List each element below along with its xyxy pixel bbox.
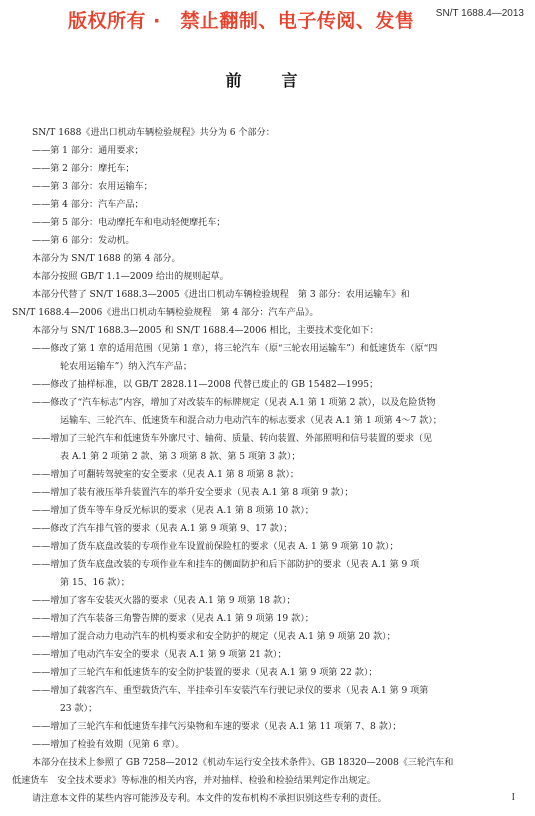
paragraph-line: 第 15、16 款）； xyxy=(60,578,130,588)
paragraph-line: ——第 2 部分：摩托车； xyxy=(32,164,135,174)
paragraph-line: 低速货车 安全技术要求》等标准的相关内容，并对抽样、检验和检验结果判定作出规定。 xyxy=(12,776,376,786)
paragraph-line: ——增加了汽车装备三角警告牌的要求（见表 A.1 第 9 项第 19 款）； xyxy=(32,614,314,624)
paragraph-line: 表 A.1 第 2 项第 2 款、第 3 项第 8 款、第 5 项第 3 款）； xyxy=(60,452,301,462)
paragraph-line: 请注意本文件的某些内容可能涉及专利。本文件的发布机构不承担识别这些专利的责任。 xyxy=(32,794,387,804)
paragraph-line: ——增加了货车等车身反光标识的要求（见表 A.1 第 8 项第 10 款）； xyxy=(32,506,314,516)
paragraph-line: 本部分在技术上参照了 GB 7258—2012《机动车运行安全技术条件》、GB 18320—2008《三轮汽车和 xyxy=(32,758,454,768)
paragraph-line: ——增加了载客汽车、重型载货汽车、半挂牵引车安装汽车行驶记录仪的要求（见表 A.1 第 9 项第 xyxy=(32,686,429,696)
paragraph-line: 本部分按照 GB/T 1.1—2009 给出的规则起草。 xyxy=(32,272,229,282)
paragraph-line: ——修改了汽车排气管的要求（见表 A.1 第 9 项第 9、17 款）； xyxy=(32,524,293,534)
paragraph-line: ——增加了可翻转驾驶室的安全要求（见表 A.1 第 8 项第 8 款）； xyxy=(32,470,299,480)
paragraph-line: 运输车、三轮汽车、低速货车和混合动力电动汽车的标志要求（见表 A.1 第 1 项第 4～7 款）； xyxy=(60,416,442,426)
paragraph-line: ——增加了检验有效期（见第 6 章）。 xyxy=(32,740,185,750)
paragraph-line: ——第 3 部分：农用运输车； xyxy=(32,182,153,192)
paragraph-line: SN/T 1688.4—2006《进出口机动车辆检验规程 第 4 部分：汽车产品》。 xyxy=(12,308,319,318)
paragraph-line: ——修改了第 1 章的适用范围（见第 1 章），将三轮汽车（原“三轮农用运输车”）和低速货车（原“四 xyxy=(32,344,438,354)
paragraph-line: ——增加了三轮汽车和低速货车外廓尺寸、轴荷、质量、转向装置、外部照明和信号装置的要求（见 xyxy=(32,434,433,444)
paragraph-line: ——增加了货车底盘改装的专项作业车和挂车的侧面防护和后下部防护的要求（见表 A.1 第 9 项 xyxy=(32,560,420,570)
paragraph-line: 轮农用运输车”）纳入汽车产品； xyxy=(60,362,192,372)
paragraph-line: ——修改了抽样标准，以 GB/T 2828.11—2008 代替已废止的 GB 15482—1995； xyxy=(32,380,379,390)
paragraph-line: ——第 1 部分：通用要求； xyxy=(32,146,144,156)
foreword-body xyxy=(12,124,526,808)
paragraph-line: ——增加了货车底盘改装的专项作业车设置前保险杠的要求（见表 A. 1 第 9 项第 10 款）； xyxy=(32,542,399,552)
copyright-watermark: 版权所有 · 禁止翻制、电子传阅、发售 xyxy=(68,10,415,32)
paragraph-line: ——增加了装有液压举升装置汽车的举升安全要求（见表 A.1 第 8 项第 9 款）； xyxy=(32,488,354,498)
page-number: I xyxy=(511,792,515,803)
paragraph-line: 本部分为 SN/T 1688 的第 4 部分。 xyxy=(32,254,181,264)
page-title: 前 言 xyxy=(225,71,310,90)
paragraph-line: ——增加了客车安装灭火器的要求（见表 A.1 第 9 项第 18 款）； xyxy=(32,596,296,606)
paragraph-line: ——第 6 部分：发动机。 xyxy=(32,236,135,246)
paragraph-line: ——增加了电动汽车安全的要求（见表 A.1 第 9 项第 21 款）； xyxy=(32,650,287,660)
paragraph-line: ——增加了三轮汽车和低速货车排气污染物和车速的要求（见表 A.1 第 11 项第 7、8 款）； xyxy=(32,722,402,732)
paragraph-line: SN/T 1688《进出口机动车辆检验规程》共分为 6 个部分： xyxy=(32,128,275,138)
paragraph-line: ——增加了三轮汽车和低速货车的安全防护装置的要求（见表 A.1 第 9 项第 22 款）； xyxy=(32,668,378,678)
paragraph-line: ——第 5 部分：电动摩托车和电动轻便摩托车； xyxy=(32,218,226,228)
paragraph-line: ——第 4 部分：汽车产品； xyxy=(32,200,144,210)
document-id: SN/T 1688.4—2013 xyxy=(435,8,524,19)
paragraph-line: 23 款）； xyxy=(60,704,98,714)
paragraph-line: ——增加了混合动力电动汽车的机构要求和安全防护的规定（见表 A.1 第 9 项第 20 款）； xyxy=(32,632,396,642)
paragraph-line: ——修改了“汽车标志”内容，增加了对改装车的标牌规定（见表 A.1 第 1 项第 2 款），以及危险货物 xyxy=(32,398,436,408)
paragraph-line: 本部分代替了 SN/T 1688.3—2005《进出口机动车辆检验规程 第 3 部分：农用运输车》和 xyxy=(32,290,410,300)
paragraph-line: 本部分与 SN/T 1688.3—2005 和 SN/T 1688.4—2006 相比，主要技术变化如下： xyxy=(32,326,379,336)
